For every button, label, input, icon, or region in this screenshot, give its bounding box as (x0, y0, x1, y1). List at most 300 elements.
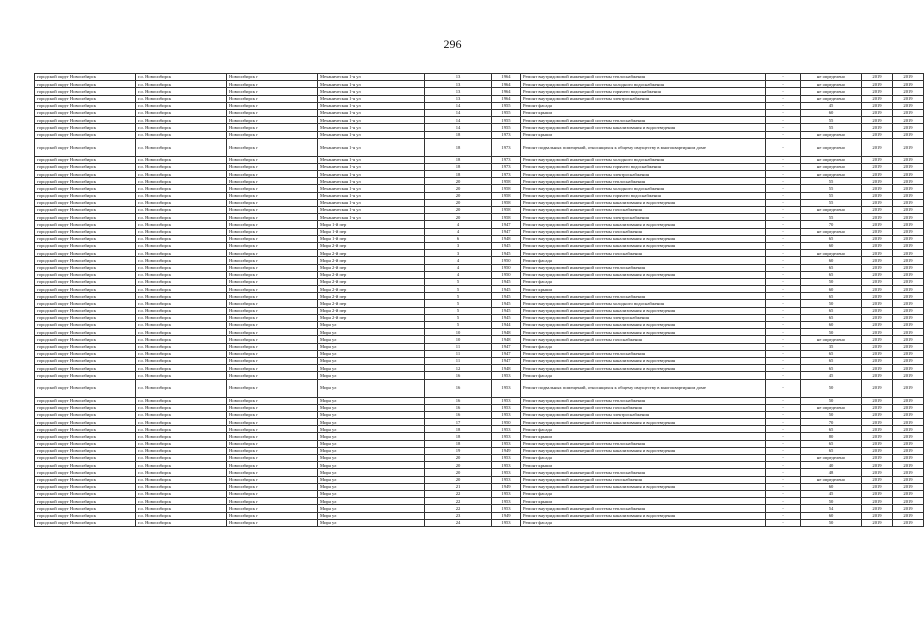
street-cell: Мира ул (318, 372, 425, 379)
build-year-cell: 1950 (492, 264, 521, 271)
cost-cell: не определено (801, 336, 862, 343)
dash-cell: - (766, 286, 801, 293)
city-cell: Новосибирск г (227, 404, 318, 411)
build-year-cell: 1949 (492, 447, 521, 454)
street-cell: Механическая 1-я ул (318, 95, 425, 102)
cost-cell: 55 (801, 185, 862, 192)
municipality-cell: г.о. Новосибирск (136, 228, 227, 235)
house-number-cell: 11 (425, 357, 492, 364)
table-row (35, 498, 924, 505)
end-year-cell: 2019 (893, 476, 924, 483)
end-year-cell: 2019 (893, 372, 924, 379)
start-year-cell: 2019 (862, 88, 893, 95)
street-cell: Мира ул (318, 419, 425, 426)
start-year-cell: 2019 (862, 131, 893, 138)
city-cell: Новосибирск г (227, 357, 318, 364)
city-cell: Новосибирск г (227, 343, 318, 350)
start-year-cell: 2019 (862, 278, 893, 285)
build-year-cell: 1953 (492, 397, 521, 404)
build-year-cell: 1953 (492, 379, 521, 397)
end-year-cell: 2019 (893, 88, 924, 95)
city-cell: Новосибирск г (227, 286, 318, 293)
cost-cell: не определено (801, 455, 862, 462)
work-type-cell: Ремонт внутридомовой инженерной системы горячего водоснабжения (521, 88, 766, 95)
house-number-cell: 4 (425, 271, 492, 278)
municipality-cell: г.о. Новосибирск (136, 95, 227, 102)
dash-cell: - (766, 411, 801, 418)
municipality-cell: г.о. Новосибирск (136, 185, 227, 192)
start-year-cell: 2019 (862, 372, 893, 379)
house-number-cell: 10 (425, 329, 492, 336)
dash-cell: - (766, 264, 801, 271)
start-year-cell: 2019 (862, 235, 893, 242)
build-year-cell: 1950 (492, 271, 521, 278)
okrug-cell: городской округ Новосибирск (35, 74, 136, 81)
street-cell: Мира 2-й пер (318, 286, 425, 293)
okrug-cell: городской округ Новосибирск (35, 124, 136, 131)
house-number-cell: 14 (425, 109, 492, 116)
dash-cell: - (766, 329, 801, 336)
municipality-cell: г.о. Новосибирск (136, 365, 227, 372)
start-year-cell: 2019 (862, 462, 893, 469)
end-year-cell: 2019 (893, 411, 924, 418)
city-cell: Новосибирск г (227, 300, 318, 307)
build-year-cell: 1953 (492, 372, 521, 379)
okrug-cell: городской округ Новосибирск (35, 109, 136, 116)
municipality-cell: г.о. Новосибирск (136, 329, 227, 336)
municipality-cell: г.о. Новосибирск (136, 278, 227, 285)
start-year-cell: 2019 (862, 314, 893, 321)
start-year-cell: 2019 (862, 214, 893, 221)
house-number-cell: 16 (425, 372, 492, 379)
municipality-cell: г.о. Новосибирск (136, 419, 227, 426)
table-row (35, 171, 924, 178)
cost-cell: не определено (801, 207, 862, 214)
city-cell: Новосибирск г (227, 156, 318, 163)
start-year-cell: 2019 (862, 411, 893, 418)
street-cell: Мира 2-й пер (318, 300, 425, 307)
house-number-cell: 5 (425, 278, 492, 285)
city-cell: Новосибирск г (227, 512, 318, 519)
okrug-cell: городской округ Новосибирск (35, 264, 136, 271)
table-row (35, 124, 924, 131)
dash-cell: - (766, 322, 801, 329)
build-year-cell: 1953 (492, 490, 521, 497)
build-year-cell: 1958 (492, 192, 521, 199)
house-number-cell: 18 (425, 131, 492, 138)
start-year-cell: 2019 (862, 512, 893, 519)
house-number-cell: 14 (425, 124, 492, 131)
house-number-cell: 4 (425, 221, 492, 228)
municipality-cell: г.о. Новосибирск (136, 171, 227, 178)
table-row (35, 365, 924, 372)
end-year-cell: 2019 (893, 156, 924, 163)
start-year-cell: 2019 (862, 336, 893, 343)
work-type-cell: Ремонт внутридомовой инженерной системы канализования и водоотведения (521, 271, 766, 278)
build-year-cell: 1953 (492, 519, 521, 526)
build-year-cell: 1973 (492, 156, 521, 163)
work-type-cell: Ремонт крыши (521, 131, 766, 138)
build-year-cell: 1948 (492, 365, 521, 372)
municipality-cell: г.о. Новосибирск (136, 131, 227, 138)
end-year-cell: 2019 (893, 185, 924, 192)
work-type-cell: Ремонт фасада (521, 257, 766, 264)
build-year-cell: 1948 (492, 235, 521, 242)
table-row (35, 250, 924, 257)
municipality-cell: г.о. Новосибирск (136, 314, 227, 321)
house-number-cell: 20 (425, 462, 492, 469)
end-year-cell: 2019 (893, 257, 924, 264)
start-year-cell: 2019 (862, 322, 893, 329)
cost-cell: 50 (801, 329, 862, 336)
municipality-cell: г.о. Новосибирск (136, 447, 227, 454)
table-row (35, 264, 924, 271)
street-cell: Механическая 1-я ул (318, 214, 425, 221)
municipality-cell: г.о. Новосибирск (136, 199, 227, 206)
cost-cell: 54 (801, 505, 862, 512)
build-year-cell: 1973 (492, 138, 521, 156)
city-cell: Новосибирск г (227, 88, 318, 95)
start-year-cell: 2019 (862, 498, 893, 505)
city-cell: Новосибирск г (227, 271, 318, 278)
dash-cell: - (766, 300, 801, 307)
house-number-cell: 16 (425, 404, 492, 411)
work-type-cell: Ремонт внутридомовой инженерной системы холодного водоснабжения (521, 81, 766, 88)
cost-cell: не определено (801, 476, 862, 483)
cost-cell: 70 (801, 419, 862, 426)
end-year-cell: 2019 (893, 440, 924, 447)
dash-cell: - (766, 235, 801, 242)
table-row (35, 199, 924, 206)
street-cell: Мира ул (318, 343, 425, 350)
city-cell: Новосибирск г (227, 242, 318, 249)
municipality-cell: г.о. Новосибирск (136, 307, 227, 314)
table-row (35, 357, 924, 364)
municipality-cell: г.о. Новосибирск (136, 372, 227, 379)
okrug-cell: городской округ Новосибирск (35, 357, 136, 364)
dash-cell: - (766, 221, 801, 228)
cost-cell: 55 (801, 178, 862, 185)
okrug-cell: городской округ Новосибирск (35, 293, 136, 300)
city-cell: Новосибирск г (227, 490, 318, 497)
build-year-cell: 1955 (492, 102, 521, 109)
end-year-cell: 2019 (893, 199, 924, 206)
street-cell: Мира ул (318, 336, 425, 343)
start-year-cell: 2019 (862, 300, 893, 307)
okrug-cell: городской округ Новосибирск (35, 207, 136, 214)
build-year-cell: 1947 (492, 350, 521, 357)
city-cell: Новосибирск г (227, 329, 318, 336)
street-cell: Мира ул (318, 498, 425, 505)
dash-cell: - (766, 419, 801, 426)
okrug-cell: городской округ Новосибирск (35, 286, 136, 293)
work-type-cell: Ремонт внутридомовой инженерной системы канализования и водоотведения (521, 199, 766, 206)
house-number-cell: 5 (425, 286, 492, 293)
street-cell: Механическая 1-я ул (318, 178, 425, 185)
cost-cell: 70 (801, 221, 862, 228)
street-cell: Мира ул (318, 483, 425, 490)
city-cell: Новосибирск г (227, 131, 318, 138)
okrug-cell: городской округ Новосибирск (35, 163, 136, 170)
dash-cell: - (766, 512, 801, 519)
start-year-cell: 2019 (862, 426, 893, 433)
house-number-cell: 12 (425, 365, 492, 372)
city-cell: Новосибирск г (227, 293, 318, 300)
dash-cell: - (766, 490, 801, 497)
start-year-cell: 2019 (862, 447, 893, 454)
municipality-cell: г.о. Новосибирск (136, 350, 227, 357)
okrug-cell: городской округ Новосибирск (35, 397, 136, 404)
cost-cell: 50 (801, 379, 862, 397)
work-type-cell: Ремонт подвальных помещений, относящихся к общему имуществу в многоквартирном доме (521, 138, 766, 156)
house-number-cell: 20 (425, 476, 492, 483)
okrug-cell: городской округ Новосибирск (35, 462, 136, 469)
okrug-cell: городской округ Новосибирск (35, 447, 136, 454)
build-year-cell: 1953 (492, 505, 521, 512)
end-year-cell: 2019 (893, 505, 924, 512)
work-type-cell: Ремонт внутридомовой инженерной системы газоснабжения (521, 336, 766, 343)
city-cell: Новосибирск г (227, 419, 318, 426)
work-type-cell: Ремонт внутридомовой инженерной системы холодного водоснабжения (521, 300, 766, 307)
okrug-cell: городской округ Новосибирск (35, 250, 136, 257)
street-cell: Мира 2-й пер (318, 278, 425, 285)
okrug-cell: городской округ Новосибирск (35, 271, 136, 278)
work-type-cell: Ремонт внутридомовой инженерной системы газоснабжения (521, 404, 766, 411)
cost-cell: 60 (801, 512, 862, 519)
table-row (35, 88, 924, 95)
start-year-cell: 2019 (862, 109, 893, 116)
end-year-cell: 2019 (893, 483, 924, 490)
start-year-cell: 2019 (862, 250, 893, 257)
end-year-cell: 2019 (893, 242, 924, 249)
work-type-cell: Ремонт внутридомовой инженерной системы газоснабжения (521, 207, 766, 214)
city-cell: Новосибирск г (227, 214, 318, 221)
build-year-cell: 1964 (492, 74, 521, 81)
house-number-cell: 5 (425, 307, 492, 314)
street-cell: Механическая 1-я ул (318, 171, 425, 178)
city-cell: Новосибирск г (227, 171, 318, 178)
start-year-cell: 2019 (862, 124, 893, 131)
cost-cell: 55 (801, 117, 862, 124)
table-row (35, 440, 924, 447)
dash-cell: - (766, 178, 801, 185)
municipality-cell: г.о. Новосибирск (136, 286, 227, 293)
end-year-cell: 2019 (893, 250, 924, 257)
municipality-cell: г.о. Новосибирск (136, 178, 227, 185)
table-row (35, 397, 924, 404)
dash-cell: - (766, 397, 801, 404)
okrug-cell: городской округ Новосибирск (35, 519, 136, 526)
city-cell: Новосибирск г (227, 411, 318, 418)
municipality-cell: г.о. Новосибирск (136, 293, 227, 300)
okrug-cell: городской округ Новосибирск (35, 235, 136, 242)
table-row (35, 156, 924, 163)
house-number-cell: 20 (425, 455, 492, 462)
table-row (35, 411, 924, 418)
okrug-cell: городской округ Новосибирск (35, 483, 136, 490)
house-number-cell: 5 (425, 293, 492, 300)
end-year-cell: 2019 (893, 322, 924, 329)
end-year-cell: 2019 (893, 109, 924, 116)
dash-cell: - (766, 372, 801, 379)
okrug-cell: городской округ Новосибирск (35, 138, 136, 156)
street-cell: Мира ул (318, 490, 425, 497)
work-type-cell: Ремонт крыши (521, 433, 766, 440)
house-number-cell: 18 (425, 156, 492, 163)
okrug-cell: городской округ Новосибирск (35, 329, 136, 336)
city-cell: Новосибирск г (227, 199, 318, 206)
cost-cell: 65 (801, 235, 862, 242)
table-row (35, 426, 924, 433)
house-number-cell: 20 (425, 214, 492, 221)
work-type-cell: Ремонт фасада (521, 426, 766, 433)
street-cell: Мира 2-й пер (318, 257, 425, 264)
cost-cell: 50 (801, 397, 862, 404)
okrug-cell: городской округ Новосибирск (35, 411, 136, 418)
cost-cell: 48 (801, 469, 862, 476)
house-number-cell: 11 (425, 350, 492, 357)
city-cell: Новосибирск г (227, 138, 318, 156)
dash-cell: - (766, 81, 801, 88)
start-year-cell: 2019 (862, 343, 893, 350)
end-year-cell: 2019 (893, 379, 924, 397)
house-number-cell: 13 (425, 74, 492, 81)
city-cell: Новосибирск г (227, 81, 318, 88)
start-year-cell: 2019 (862, 455, 893, 462)
cost-cell: не определено (801, 171, 862, 178)
house-number-cell: 20 (425, 185, 492, 192)
table-body (35, 74, 924, 527)
okrug-cell: городской округ Новосибирск (35, 81, 136, 88)
dash-cell: - (766, 124, 801, 131)
dash-cell: - (766, 469, 801, 476)
build-year-cell: 1958 (492, 185, 521, 192)
dash-cell: - (766, 156, 801, 163)
cost-cell: 65 (801, 365, 862, 372)
work-type-cell: Ремонт внутридомовой инженерной системы канализования и водоотведения (521, 235, 766, 242)
start-year-cell: 2019 (862, 74, 893, 81)
okrug-cell: городской округ Новосибирск (35, 102, 136, 109)
table-row (35, 235, 924, 242)
start-year-cell: 2019 (862, 242, 893, 249)
end-year-cell: 2019 (893, 300, 924, 307)
start-year-cell: 2019 (862, 519, 893, 526)
municipality-cell: г.о. Новосибирск (136, 235, 227, 242)
street-cell: Мира ул (318, 426, 425, 433)
table-row (35, 131, 924, 138)
end-year-cell: 2019 (893, 264, 924, 271)
municipality-cell: г.о. Новосибирск (136, 476, 227, 483)
dash-cell: - (766, 307, 801, 314)
street-cell: Мира ул (318, 329, 425, 336)
municipality-cell: г.о. Новосибирск (136, 109, 227, 116)
okrug-cell: городской округ Новосибирск (35, 419, 136, 426)
house-number-cell: 24 (425, 519, 492, 526)
city-cell: Новосибирск г (227, 95, 318, 102)
build-year-cell: 1945 (492, 293, 521, 300)
street-cell: Мира ул (318, 365, 425, 372)
city-cell: Новосибирск г (227, 102, 318, 109)
table-row (35, 476, 924, 483)
dash-cell: - (766, 192, 801, 199)
cost-cell: не определено (801, 404, 862, 411)
end-year-cell: 2019 (893, 447, 924, 454)
city-cell: Новосибирск г (227, 372, 318, 379)
dash-cell: - (766, 447, 801, 454)
dash-cell: - (766, 207, 801, 214)
municipality-cell: г.о. Новосибирск (136, 242, 227, 249)
build-year-cell: 1958 (492, 199, 521, 206)
dash-cell: - (766, 214, 801, 221)
city-cell: Новосибирск г (227, 74, 318, 81)
cost-cell: 50 (801, 278, 862, 285)
city-cell: Новосибирск г (227, 336, 318, 343)
start-year-cell: 2019 (862, 138, 893, 156)
city-cell: Новосибирск г (227, 185, 318, 192)
work-type-cell: Ремонт внутридомовой инженерной системы канализования и водоотведения (521, 483, 766, 490)
cost-cell: 60 (801, 322, 862, 329)
city-cell: Новосибирск г (227, 264, 318, 271)
cost-cell: не определено (801, 138, 862, 156)
work-type-cell: Ремонт внутридомовой инженерной системы канализования и водоотведения (521, 124, 766, 131)
cost-cell: не определено (801, 81, 862, 88)
municipality-cell: г.о. Новосибирск (136, 469, 227, 476)
build-year-cell: 1953 (492, 476, 521, 483)
dash-cell: - (766, 343, 801, 350)
work-type-cell: Ремонт внутридомовой инженерной системы теплоснабжения (521, 117, 766, 124)
city-cell: Новосибирск г (227, 207, 318, 214)
build-year-cell: 1964 (492, 95, 521, 102)
dash-cell: - (766, 462, 801, 469)
end-year-cell: 2019 (893, 221, 924, 228)
house-number-cell: 20 (425, 178, 492, 185)
house-number-cell: 16 (425, 411, 492, 418)
table-row (35, 505, 924, 512)
build-year-cell: 1953 (492, 498, 521, 505)
street-cell: Мира 2-й пер (318, 242, 425, 249)
table-row (35, 433, 924, 440)
okrug-cell: городской округ Новосибирск (35, 214, 136, 221)
table-row (35, 404, 924, 411)
cost-cell: 50 (801, 498, 862, 505)
municipality-cell: г.о. Новосибирск (136, 163, 227, 170)
house-number-cell: 18 (425, 171, 492, 178)
house-number-cell: 20 (425, 199, 492, 206)
table-row (35, 512, 924, 519)
street-cell: Мира 2-й пер (318, 307, 425, 314)
city-cell: Новосибирск г (227, 379, 318, 397)
end-year-cell: 2019 (893, 336, 924, 343)
city-cell: Новосибирск г (227, 314, 318, 321)
okrug-cell: городской округ Новосибирск (35, 343, 136, 350)
table-row (35, 257, 924, 264)
street-cell: Механическая 1-я ул (318, 207, 425, 214)
start-year-cell: 2019 (862, 199, 893, 206)
street-cell: Механическая 1-я ул (318, 102, 425, 109)
end-year-cell: 2019 (893, 138, 924, 156)
dash-cell: - (766, 336, 801, 343)
house-number-cell: 17 (425, 419, 492, 426)
start-year-cell: 2019 (862, 95, 893, 102)
okrug-cell: городской округ Новосибирск (35, 88, 136, 95)
house-number-cell: 22 (425, 490, 492, 497)
municipality-cell: г.о. Новосибирск (136, 433, 227, 440)
street-cell: Мира 2-й пер (318, 264, 425, 271)
dash-cell: - (766, 350, 801, 357)
okrug-cell: городской округ Новосибирск (35, 455, 136, 462)
house-number-cell: 20 (425, 207, 492, 214)
start-year-cell: 2019 (862, 228, 893, 235)
